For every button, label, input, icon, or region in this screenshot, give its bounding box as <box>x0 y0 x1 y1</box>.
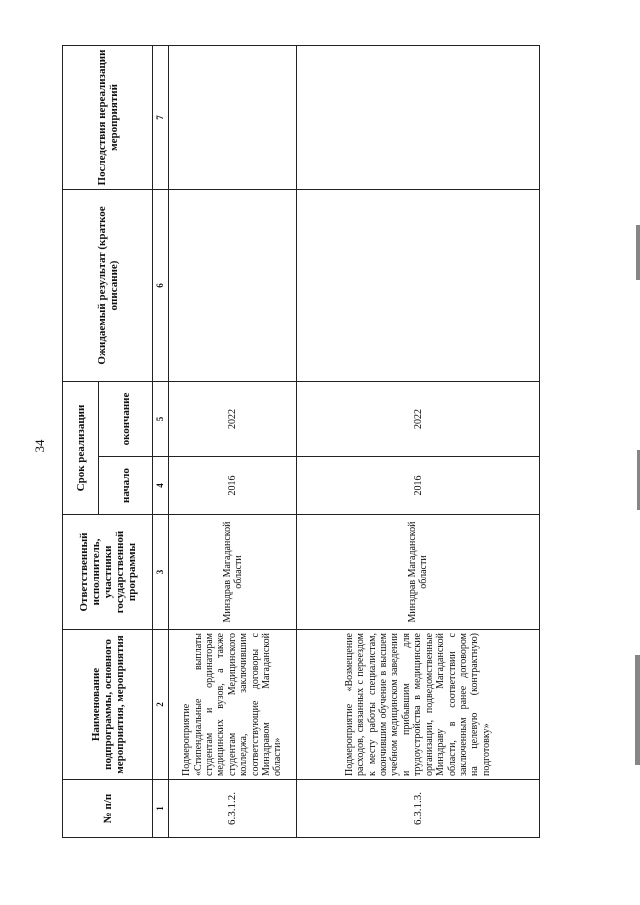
header-term: Срок реализации <box>63 381 99 514</box>
responsible-executor: Минздрав Магаданской области <box>297 515 540 630</box>
column-number: 6 <box>153 189 169 381</box>
column-number: 2 <box>153 630 169 780</box>
end-year: 2022 <box>297 381 540 456</box>
column-number: 3 <box>153 515 169 630</box>
expected-result <box>169 189 297 381</box>
header-executor: Ответственный исполнитель, участники государственной программы <box>63 515 153 630</box>
scan-edge-mark <box>635 655 640 765</box>
scan-edge-mark <box>636 225 640 280</box>
header-num: № п/п <box>63 780 153 838</box>
table-row <box>169 45 297 837</box>
column-number: 4 <box>153 457 169 515</box>
header-start: начало <box>99 457 153 515</box>
header-consequences: Последствия нереализации мероприятий <box>63 45 153 189</box>
row-number: 6.3.1.3. <box>297 780 540 838</box>
column-number: 1 <box>153 780 169 838</box>
column-number-row <box>153 45 169 837</box>
responsible-executor: Минздрав Магаданской области <box>169 515 297 630</box>
rotated-table-sheet <box>62 46 540 838</box>
header-end: окончание <box>99 381 153 456</box>
start-year: 2016 <box>169 457 297 515</box>
expected-result <box>297 189 540 381</box>
column-number: 7 <box>153 45 169 189</box>
measure-name: Подмероприятие «Стипендиальные выплаты студентам и ординаторам медицинских вузов, а также студентам Медицинского колледжа, заключившим соответствующие договоры с Минздравом Магаданской области» <box>169 630 297 780</box>
row-number: 6.3.1.2. <box>169 780 297 838</box>
non-implementation-consequences <box>169 45 297 189</box>
start-year: 2016 <box>297 457 540 515</box>
page-number: 34 <box>32 439 47 453</box>
header-result: Ожидаемый результат (краткое описание) <box>63 189 153 381</box>
end-year: 2022 <box>169 381 297 456</box>
table-row <box>297 45 540 837</box>
header-name: Наименование подпрограммы, основного мероприятия, мероприятия <box>63 630 153 780</box>
column-number: 5 <box>153 381 169 456</box>
non-implementation-consequences <box>297 45 540 189</box>
measure-name: Подмероприятие «Возмещение расходов, связанных с переездом к месту работы специалистам, окончившим обучение в высшем учебном медицинском заведении и прибывшим для трудоустройства в медицинские организации, подведомственные Минздраву Магаданской области, в соответствии с заключенным ранее договором на целевую (контрактную) подготовку» <box>297 630 540 780</box>
program-measures-table <box>62 45 540 838</box>
